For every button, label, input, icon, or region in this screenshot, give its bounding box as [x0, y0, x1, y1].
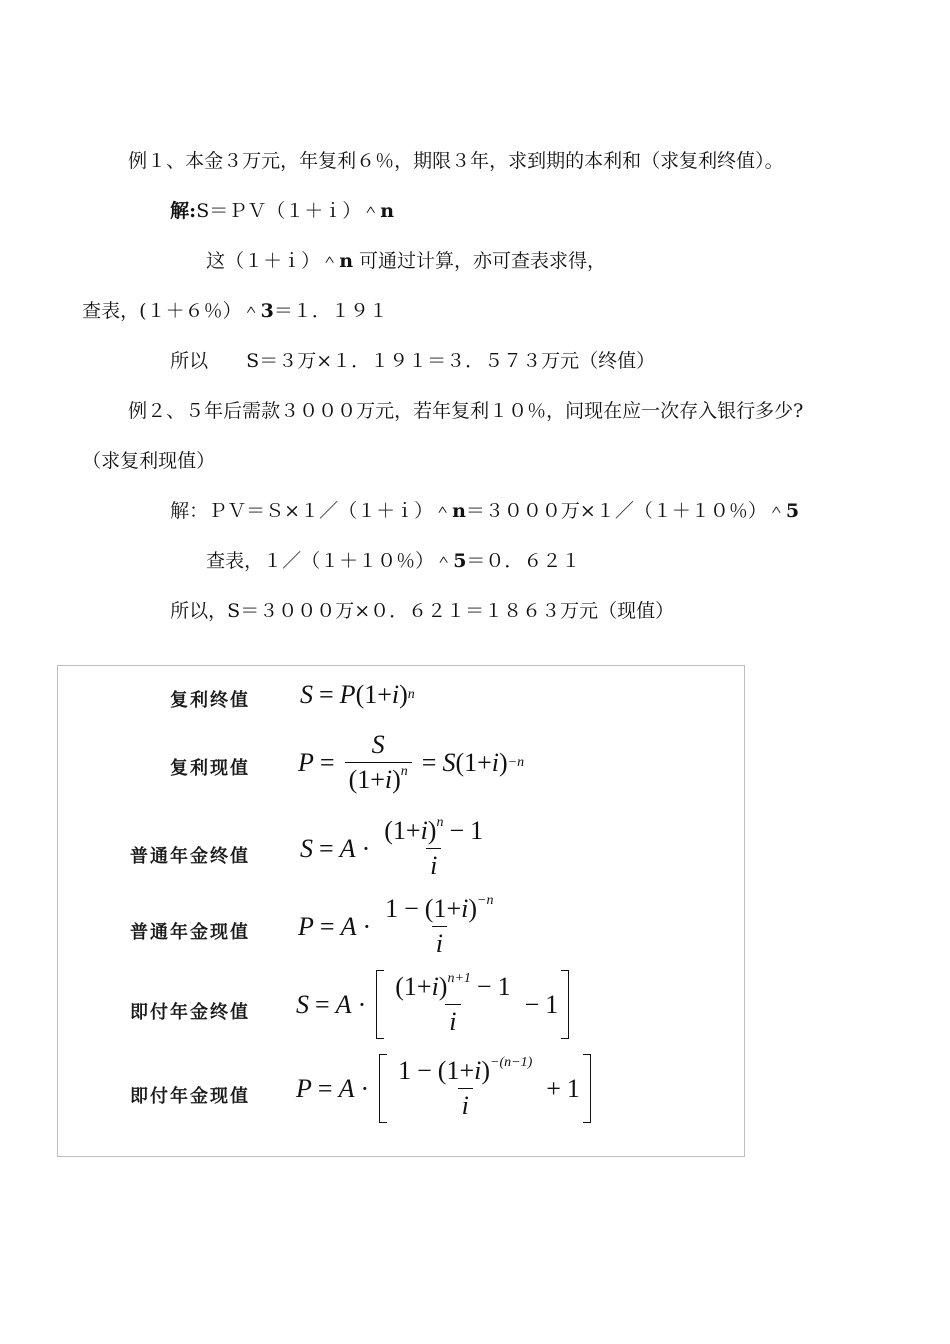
op-equals: =: [315, 989, 330, 1019]
exponent-neg-n-minus-1: −(n−1): [490, 1055, 533, 1070]
formula-annuity-future-value: [300, 816, 491, 881]
symbol-p: P: [298, 911, 314, 941]
symbol-i: i: [474, 1056, 482, 1085]
solution-2-text-b: ＝３０００万×１／（１＋１０％）＾: [465, 500, 786, 522]
op-minus: −: [404, 894, 419, 923]
paren-close: ): [399, 680, 408, 709]
paren-one-plus: (1+: [424, 894, 462, 923]
op-equals: =: [319, 747, 335, 777]
paren-one-plus: (1+: [348, 765, 385, 794]
note-text-b: 可通过计算，亦可查表求得，: [353, 250, 607, 272]
denominator: [458, 1088, 473, 1121]
solution-2-exponent-2: 5: [785, 500, 800, 522]
formula-label-annuity-due-future-value: 即付年金终值: [130, 1002, 250, 1023]
formula-label-annuity-future-value: 普通年金终值: [130, 846, 250, 867]
symbol-i: i: [435, 929, 443, 958]
solution-2-text-a: 解：ＰＶ＝Ｓ×１／（１＋ｉ）＾: [170, 500, 453, 522]
numerator: [394, 1056, 536, 1088]
result-text: 所以 S＝３万×１．１９１＝３．５７３万元（终值）: [170, 350, 656, 372]
symbol-s: S: [296, 989, 309, 1019]
number-one: 1: [545, 989, 559, 1019]
symbol-i: i: [391, 680, 400, 709]
table-2-text-a: 查表，１／（１＋１０％）＾: [206, 550, 454, 572]
formula-compound-future-value: S = P (1+ i ) n: [300, 680, 415, 709]
numerator: [381, 894, 497, 926]
numerator: [391, 972, 514, 1004]
denominator: [345, 762, 412, 795]
paren-one-plus: (1+: [395, 972, 432, 1001]
fraction: [391, 972, 514, 1037]
symbol-i: i: [461, 1091, 469, 1120]
table-exponent: 3: [260, 300, 274, 322]
op-plus: +: [546, 1073, 561, 1103]
exponent-n-plus-1: n+1: [447, 971, 471, 986]
symbol-p: P: [296, 1073, 312, 1103]
symbol-a: A: [335, 989, 352, 1019]
table-2-exponent: 5: [453, 550, 467, 572]
formula-label-compound-future-value: 复利终值: [170, 690, 250, 711]
op-dot: ·: [361, 833, 371, 863]
paren-close: ): [438, 972, 448, 1001]
square-bracket-group: [379, 1054, 591, 1123]
number-one: 1: [385, 894, 399, 923]
op-equals: =: [319, 680, 334, 709]
exponent-n: n: [436, 815, 444, 830]
symbol-s: S: [300, 833, 313, 863]
symbol-i: i: [461, 894, 469, 923]
symbol-s: S: [371, 730, 385, 759]
op-minus: −: [417, 1056, 432, 1085]
example-1-title-text: 例１、本金３万元，年复利６％，期限３年，求到期的本利和（求复利终值）。: [128, 150, 784, 172]
op-equals: =: [319, 833, 334, 863]
note-exponent: n: [339, 250, 354, 272]
formula-annuity-due-present-value: [296, 1054, 595, 1123]
denominator: [432, 926, 447, 959]
table-2-text-b: ＝０．６２１: [466, 550, 581, 572]
formula-label-annuity-present-value: 普通年金现值: [130, 922, 250, 943]
result-2-text: 所以，S＝３０００万×０．６２１＝１８６３万元（现值）: [170, 600, 675, 622]
op-equals: =: [421, 747, 437, 777]
formula-label-annuity-due-present-value: 即付年金现值: [130, 1086, 250, 1107]
fraction: [380, 816, 487, 881]
symbol-a: A: [340, 911, 357, 941]
paren-one-plus: (1+: [355, 680, 392, 709]
op-equals: =: [319, 911, 335, 941]
fraction: [345, 730, 412, 795]
denominator: [426, 848, 441, 881]
symbol-i: i: [449, 1007, 457, 1036]
paren-close: ): [392, 765, 401, 794]
solution-formula: S＝ＰＶ（１＋ｉ）＾: [196, 200, 381, 222]
number-one: 1: [497, 972, 511, 1001]
formula-label-compound-present-value: 复利现值: [170, 758, 250, 779]
op-dot: ·: [357, 989, 367, 1019]
symbol-s: S: [442, 747, 456, 777]
op-minus: −: [449, 816, 465, 845]
exponent-n: n: [400, 764, 408, 779]
table-text-a: 查表，(１＋６％）＾: [82, 300, 261, 322]
paren-close: ): [427, 816, 437, 845]
numerator: [368, 730, 389, 762]
number-one: 1: [470, 816, 484, 845]
paren-close: ): [481, 1056, 491, 1085]
fraction: [394, 1056, 536, 1121]
numerator: [380, 816, 487, 848]
fraction: [381, 894, 497, 959]
paren-close: ): [468, 894, 478, 923]
exponent-neg-n: −n: [477, 893, 494, 908]
solution-2-exponent: n: [452, 500, 466, 522]
example-2-title-cont-text: （求复利现值）: [82, 450, 216, 472]
symbol-i: i: [420, 816, 428, 845]
symbol-p: P: [339, 680, 356, 709]
formula-annuity-due-future-value: [296, 970, 573, 1039]
symbol-a: A: [339, 833, 356, 863]
solution-prefix: 解:: [170, 200, 197, 222]
symbol-i: i: [491, 747, 500, 777]
symbol-i: i: [430, 851, 438, 880]
square-bracket-group: [376, 970, 569, 1039]
symbol-i: i: [431, 972, 439, 1001]
paren-close: ): [499, 747, 508, 777]
symbol-a: A: [338, 1073, 355, 1103]
op-dot: ·: [362, 911, 372, 941]
paren-one-plus: (1+: [455, 747, 492, 777]
denominator: [445, 1004, 460, 1037]
symbol-s: S: [300, 680, 313, 709]
example-2-result: [146, 572, 674, 650]
paren-one-plus: (1+: [437, 1056, 475, 1085]
note-text-a: 这（１＋ｉ）＾: [206, 250, 340, 272]
example-2-title-text: 例２、５年后需款３０００万元，若年复利１０％，问现在应一次存入银行多少?: [128, 400, 804, 422]
formula-table: [57, 665, 745, 1157]
number-one: 1: [398, 1056, 412, 1085]
op-minus: −: [524, 989, 540, 1019]
table-text-b: ＝１．１９１: [273, 300, 388, 322]
solution-exponent: n: [380, 200, 395, 222]
formula-compound-present-value: P = $\frac{S}{(1+i)^n}$ = S (1+ i ) −n: [298, 730, 525, 794]
paren-one-plus: (1+: [384, 816, 421, 845]
symbol-i: i: [384, 765, 393, 794]
number-one: 1: [566, 1073, 580, 1103]
op-equals: =: [317, 1073, 333, 1103]
op-minus: −: [476, 972, 492, 1001]
formula-annuity-present-value: [298, 894, 501, 959]
symbol-p: P: [298, 747, 314, 777]
op-dot: ·: [360, 1073, 370, 1103]
